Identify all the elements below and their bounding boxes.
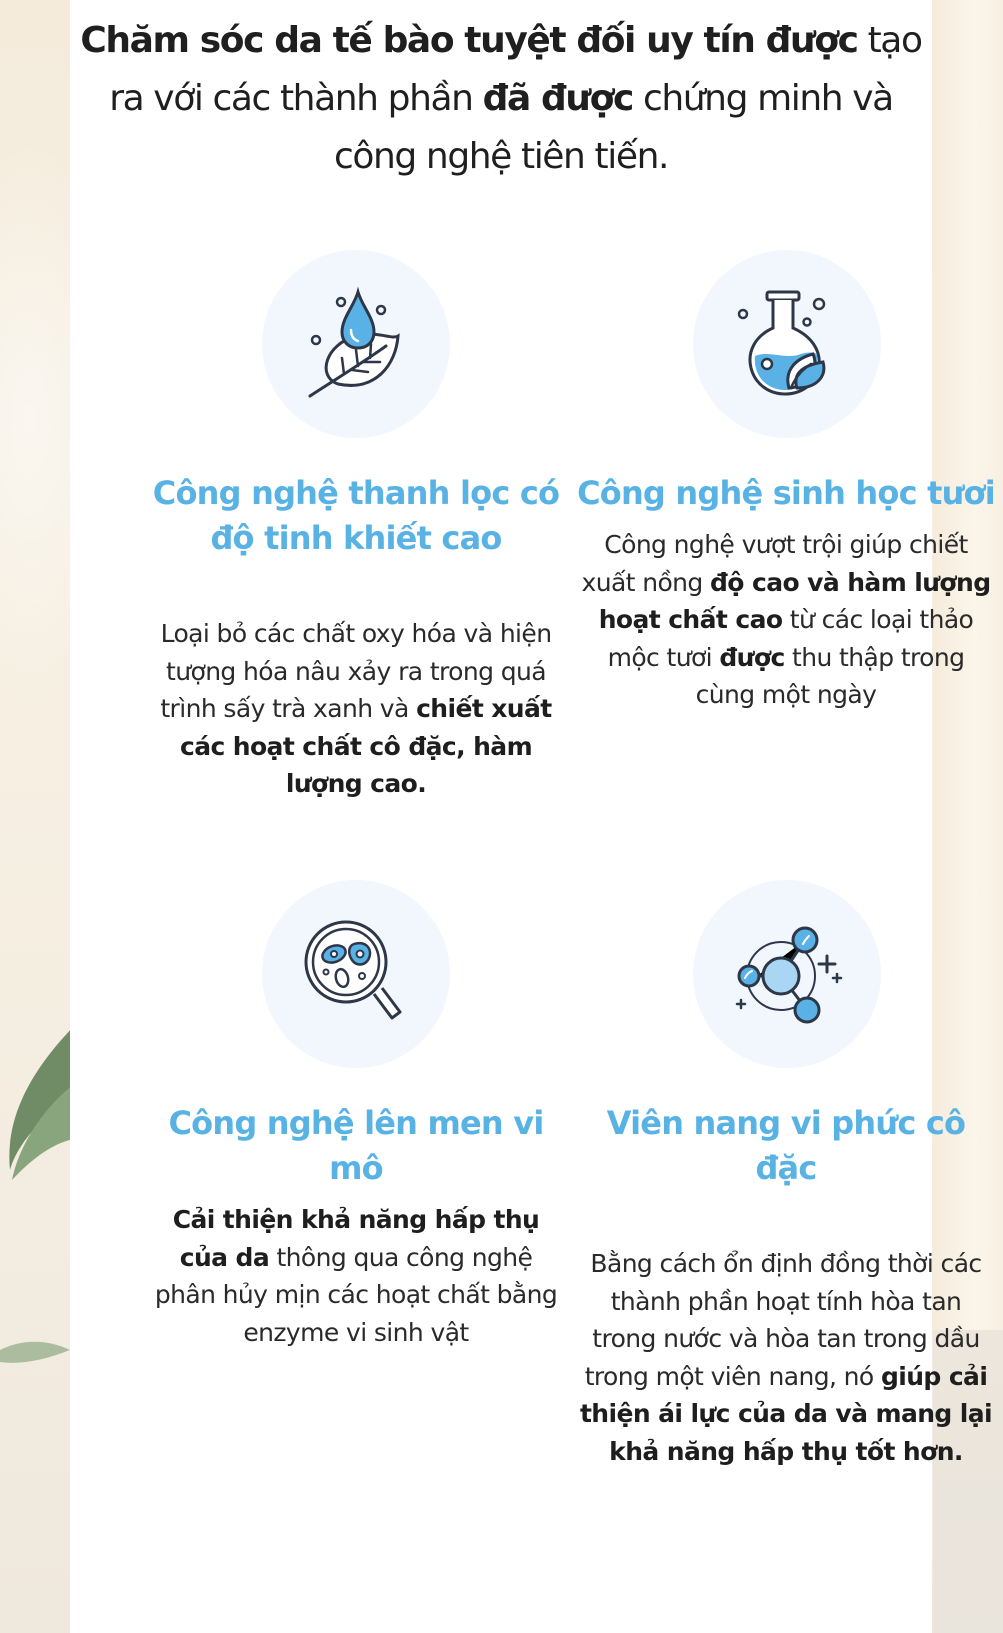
- feature-desc-text: Công nghệ vượt trội giúp chiết xuất nồng: [581, 530, 968, 597]
- feature-icon-circle: [693, 250, 881, 438]
- headline: [70, 12, 932, 186]
- feature-icon-circle: [693, 880, 881, 1068]
- content-card: [70, 0, 995, 1633]
- molecule-icon: [727, 914, 847, 1034]
- water-drop-leaf-icon: [296, 284, 416, 404]
- feature-title: Viên nang vi phức cô đặc: [606, 1104, 966, 1187]
- feature-desc-bold: được: [719, 642, 785, 672]
- feature-description: [146, 1201, 566, 1351]
- feature-desc-text: từ các loại thảo mộc tươi: [607, 605, 974, 672]
- feature-desc-bold: độ cao và hàm lượng hoạt chất cao: [598, 567, 991, 634]
- feature-title: Công nghệ lên men vi mô: [168, 1104, 544, 1187]
- feature-icon-circle: [262, 250, 450, 438]
- headline-text-2: chứng minh và công nghệ tiên tiến.: [333, 78, 893, 177]
- feature-fresh-biotech: [576, 250, 996, 714]
- feature-desc-text: Loại bỏ các chất oxy hóa và hiện tượng hóa nâu xảy ra trong quá trình sấy trà xanh và: [160, 619, 552, 723]
- feature-description: [576, 1245, 996, 1470]
- headline-bold-2: đã được: [482, 78, 633, 119]
- microbe-magnifier-icon: [296, 914, 416, 1034]
- headline-text-1: tạo ra với các thành phần: [109, 20, 922, 119]
- feature-micro-capsule: [576, 880, 996, 1470]
- feature-desc-bold: giúp cải thiện ái lực của da và mang lại khả năng hấp thụ tốt hơn.: [579, 1361, 993, 1466]
- feature-description: [146, 615, 566, 803]
- feature-purification: [146, 250, 566, 803]
- feature-title: Công nghệ sinh học tươi: [577, 474, 995, 512]
- flask-leaf-icon: [727, 284, 847, 404]
- feature-desc-text: Bằng cách ổn định đồng thời các thành phần hoạt tính hòa tan trong nước và hòa tan trong dầu trong một viên nang, nó: [584, 1249, 982, 1391]
- headline-bold-1: Chăm sóc da tế bào tuyệt đối uy tín được: [80, 20, 858, 61]
- feature-desc-bold: Cải thiện khả năng hấp thụ của da: [172, 1205, 540, 1272]
- plant-leaf-decoration: [0, 1020, 80, 1460]
- feature-desc-text: thông qua công nghệ phân hủy mịn các hoạt chất bằng enzyme vi sinh vật: [154, 1242, 558, 1347]
- feature-desc-text: thu thập trong cùng một ngày: [695, 642, 965, 709]
- feature-icon-circle: [262, 880, 450, 1068]
- feature-description: [576, 526, 996, 714]
- feature-micro-fermentation: [146, 880, 566, 1351]
- feature-title: Công nghệ thanh lọc có độ tinh khiết cao: [152, 474, 560, 557]
- feature-desc-bold: chiết xuất các hoạt chất cô đặc, hàm lượng cao.: [179, 694, 552, 798]
